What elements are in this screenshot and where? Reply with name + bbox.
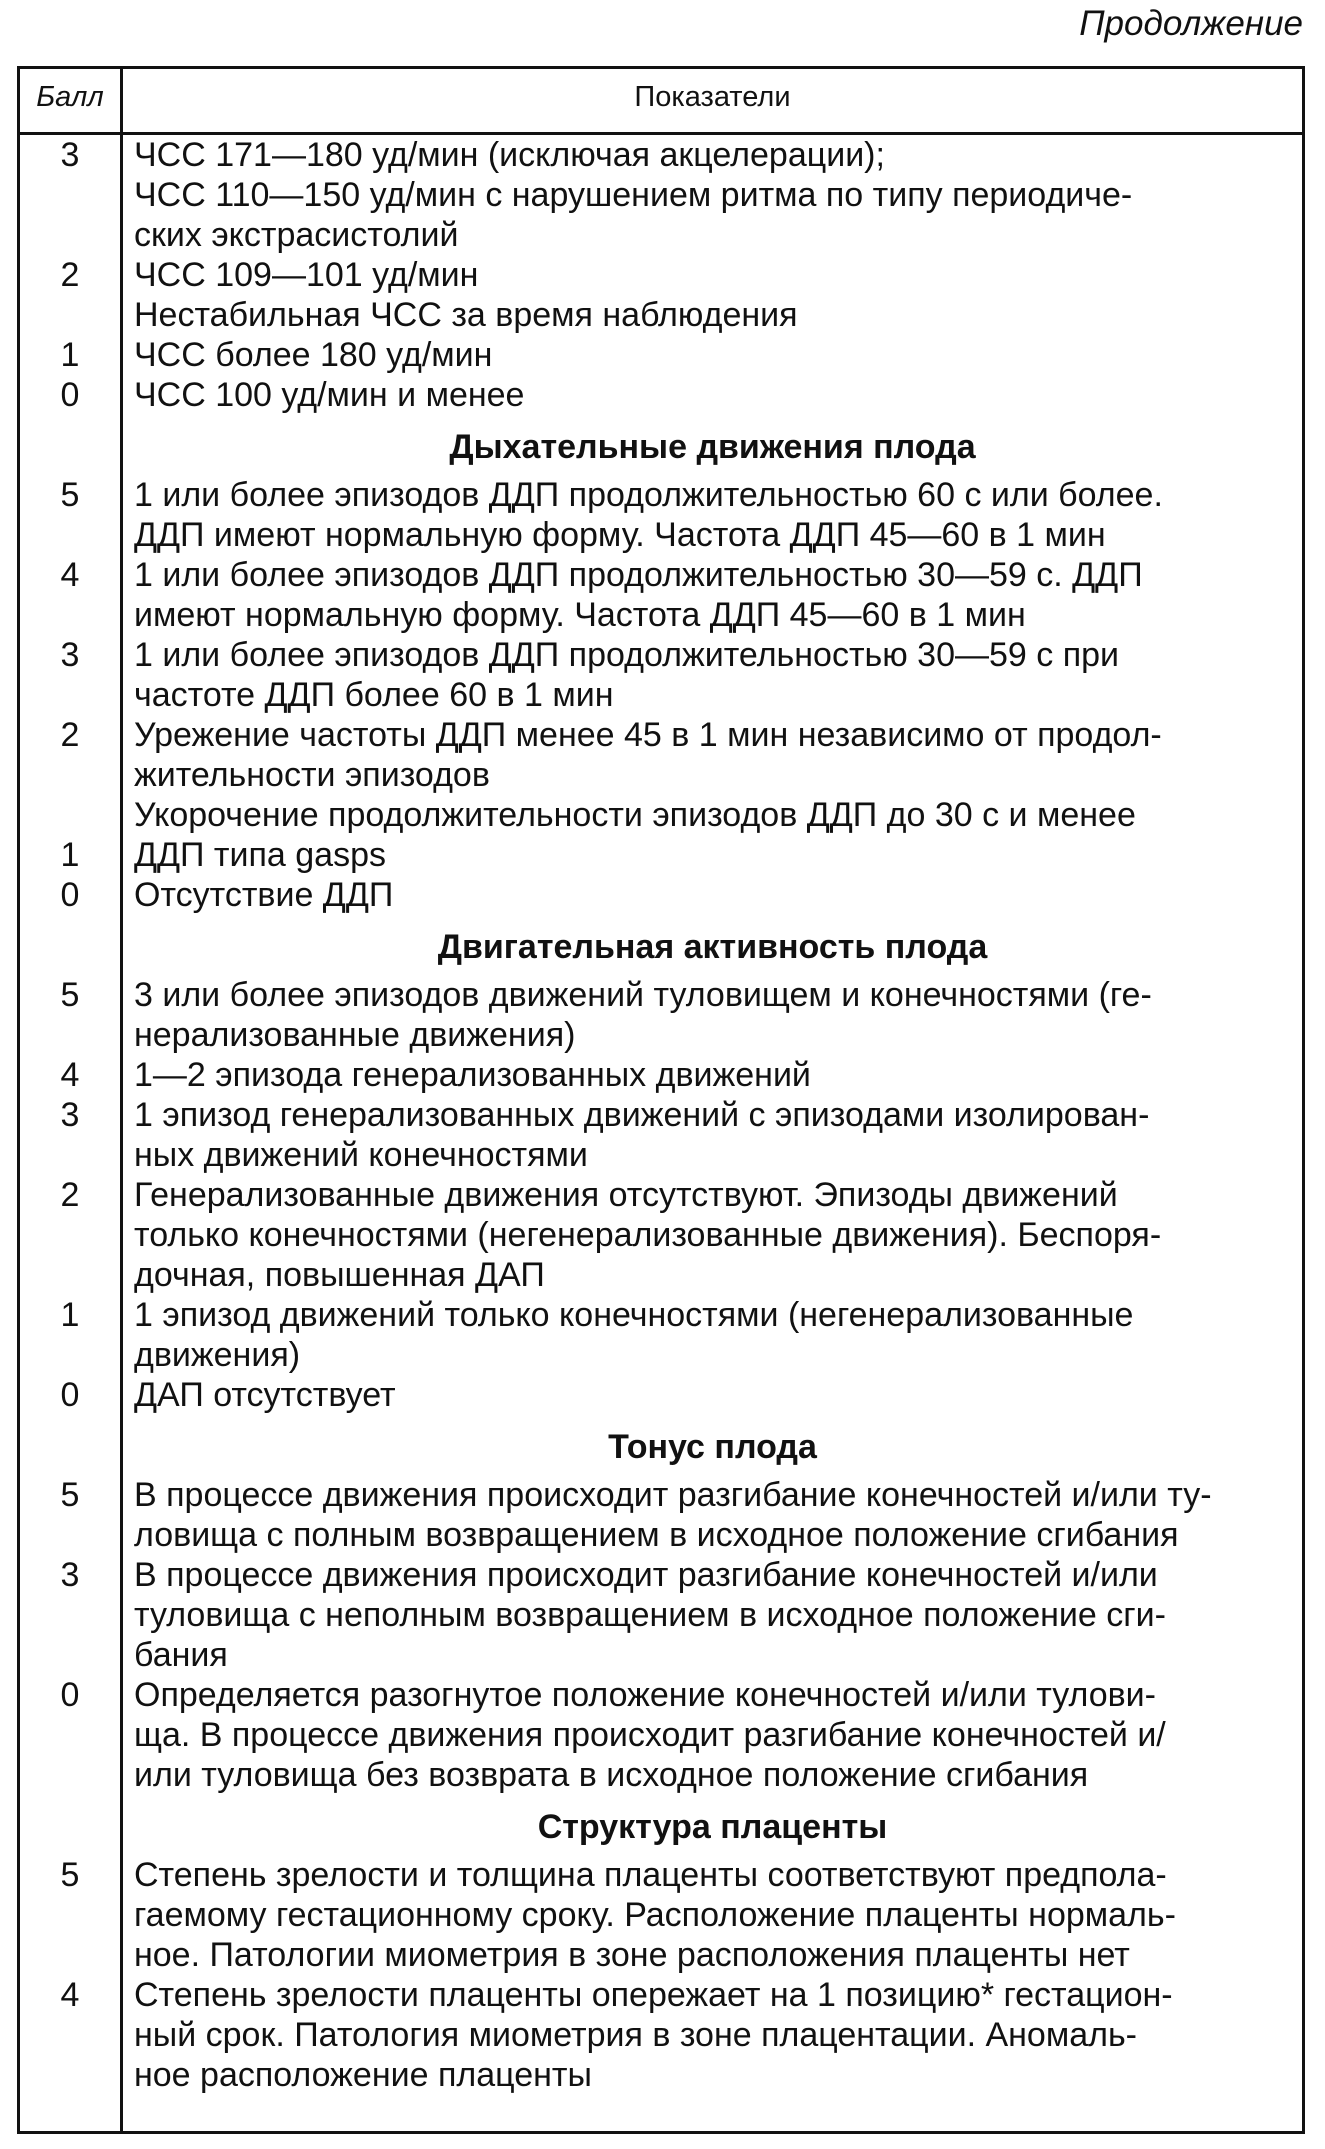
- indicator-cell: [120, 555, 1302, 635]
- score-cell: 3: [60, 1096, 80, 1134]
- indicator-line: Отсутствие ДДП: [134, 876, 394, 914]
- indicator-line: ЧСС 171—180 уд/мин (исключая акцелерации);: [134, 136, 885, 174]
- indicator-line: Степень зрелости и толщина плаценты соответствуют предпола-: [134, 1856, 1167, 1894]
- indicator-cell: [120, 1095, 1302, 1175]
- header-score: Балл: [36, 81, 104, 113]
- indicator-cell: [120, 135, 1302, 255]
- table-row: [20, 875, 1302, 915]
- table-body: [20, 135, 1302, 2095]
- indicator-line: ный срок. Патология миометрия в зоне плацентации. Аномаль-: [134, 2016, 1137, 2054]
- score-cell: 2: [60, 256, 80, 294]
- indicator-line: ЧСС 100 уд/мин и менее: [134, 376, 525, 414]
- score-cell: 3: [60, 1556, 80, 1594]
- score-cell: 1: [60, 1296, 80, 1334]
- score-cell: 1: [60, 336, 80, 374]
- indicator-line: ДДП типа gasps: [134, 836, 386, 874]
- table-row: [20, 1175, 1302, 1295]
- indicator-line: ЧСС 110—150 уд/мин с нарушением ритма по типу периодиче-: [134, 176, 1133, 214]
- score-cell: 4: [60, 1056, 80, 1094]
- indicator-cell: [120, 635, 1302, 715]
- score-cell: 0: [60, 876, 80, 914]
- table-row: [20, 335, 1302, 375]
- scoring-table: [17, 66, 1305, 2134]
- indicator-line: 1 эпизод генерализованных движений с эпизодами изолирован-: [134, 1096, 1150, 1134]
- indicator-line: 3 или более эпизодов движений туловищем и конечностями (ге-: [134, 976, 1152, 1014]
- header-indicators: Показатели: [634, 81, 791, 113]
- indicator-line: частоте ДДП более 60 в 1 мин: [134, 676, 614, 714]
- indicator-cell: [120, 475, 1302, 555]
- score-cell: 4: [60, 556, 80, 594]
- table-row: [20, 975, 1302, 1055]
- indicator-line: 1 эпизод движений только конечностями (негенерализованные: [134, 1296, 1134, 1334]
- continuation-label: Продолжение: [1079, 4, 1303, 43]
- score-cell: 5: [60, 976, 80, 1014]
- section-heading: Дыхательные движения плода: [449, 428, 976, 466]
- indicator-line: В процессе движения происходит разгибание конечностей и/или: [134, 1556, 1158, 1594]
- indicator-line: гаемому гестационному сроку. Расположение плаценты нормаль-: [134, 1896, 1176, 1934]
- score-cell: 2: [60, 716, 80, 754]
- indicator-cell: [120, 975, 1302, 1055]
- indicator-line: Урежение частоты ДДП менее 45 в 1 мин независимо от продол-: [134, 716, 1162, 754]
- indicator-line: 1 или более эпизодов ДДП продолжительностью 30—59 с при: [134, 636, 1120, 674]
- indicator-line: нерализованные движения): [134, 1016, 576, 1054]
- indicator-cell: [120, 1975, 1302, 2095]
- indicator-line: ЧСС более 180 уд/мин: [134, 336, 493, 374]
- indicator-line: жительности эпизодов: [134, 756, 490, 794]
- indicator-line: В процессе движения происходит разгибание конечностей и/или ту-: [134, 1476, 1212, 1514]
- indicator-line: 1 или более эпизодов ДДП продолжительностью 30—59 с. ДДП: [134, 556, 1143, 594]
- score-cell: 3: [60, 136, 80, 174]
- table-row: [20, 255, 1302, 335]
- table-row: [20, 1555, 1302, 1675]
- score-cell: 3: [60, 636, 80, 674]
- indicator-line: ЧСС 109—101 уд/мин: [134, 256, 479, 294]
- indicator-line: Нестабильная ЧСС за время наблюдения: [134, 296, 798, 334]
- indicator-line: ных движений конечностями: [134, 1136, 588, 1174]
- indicator-line: Укорочение продолжительности эпизодов ДДП до 30 с и менее: [134, 796, 1136, 834]
- indicator-line: или туловища без возврата в исходное положение сгибания: [134, 1756, 1089, 1794]
- score-cell: 5: [60, 1856, 80, 1894]
- table-row: [20, 1975, 1302, 2095]
- indicator-line: движения): [134, 1336, 301, 1374]
- indicator-line: ДДП имеют нормальную форму. Частота ДДП 45—60 в 1 мин: [134, 516, 1106, 554]
- indicator-cell: [120, 255, 1302, 335]
- table-row: [20, 1675, 1302, 1795]
- indicator-cell: [120, 1475, 1302, 1555]
- score-cell: 0: [60, 1376, 80, 1414]
- indicator-line: туловища с неполным возвращением в исходное положение сги-: [134, 1596, 1166, 1634]
- indicator-cell: [120, 335, 1302, 375]
- indicator-cell: [120, 1855, 1302, 1975]
- score-cell: 0: [60, 376, 80, 414]
- table-row: [20, 1375, 1302, 1415]
- score-cell: 1: [60, 836, 80, 874]
- table-row: [20, 635, 1302, 715]
- indicator-line: Генерализованные движения отсутствуют. Эпизоды движений: [134, 1176, 1118, 1214]
- indicator-cell: [120, 875, 1302, 915]
- table-row: [20, 835, 1302, 875]
- indicator-line: 1 или более эпизодов ДДП продолжительностью 60 с или более.: [134, 476, 1163, 514]
- table-row: [20, 135, 1302, 255]
- indicator-line: ное расположение плаценты: [134, 2056, 592, 2094]
- indicator-cell: [120, 1675, 1302, 1795]
- indicator-line: Определяется разогнутое положение конечностей и/или тулови-: [134, 1676, 1156, 1714]
- indicator-line: имеют нормальную форму. Частота ДДП 45—60 в 1 мин: [134, 596, 1026, 634]
- score-cell: 5: [60, 476, 80, 514]
- score-cell: 0: [60, 1676, 80, 1714]
- score-cell: 2: [60, 1176, 80, 1214]
- table-row: [20, 1295, 1302, 1375]
- indicator-cell: [120, 715, 1302, 835]
- indicator-line: Степень зрелости плаценты опережает на 1 позицию* гестацион-: [134, 1976, 1173, 2014]
- indicator-line: ских экстрасистолий: [134, 216, 459, 254]
- indicator-cell: [120, 1175, 1302, 1295]
- indicator-line: 1—2 эпизода генерализованных движений: [134, 1056, 811, 1094]
- table-row: [20, 375, 1302, 415]
- section-heading: Структура плаценты: [537, 1808, 888, 1846]
- indicator-cell: [120, 1055, 1302, 1095]
- table-row: [20, 1475, 1302, 1555]
- indicator-line: дочная, повышенная ДАП: [134, 1256, 545, 1294]
- indicator-cell: [120, 375, 1302, 415]
- score-cell: 5: [60, 1476, 80, 1514]
- table-row: [20, 1055, 1302, 1095]
- indicator-cell: [120, 835, 1302, 875]
- indicator-cell: [120, 1295, 1302, 1375]
- indicator-line: только конечностями (негенерализованные движения). Беспоря-: [134, 1216, 1162, 1254]
- indicator-line: ловища с полным возвращением в исходное положение сгибания: [134, 1516, 1179, 1554]
- indicator-line: ДАП отсутствует: [134, 1376, 396, 1414]
- indicator-line: бания: [134, 1636, 228, 1674]
- score-cell: 4: [60, 1976, 80, 2014]
- table-row: [20, 1855, 1302, 1975]
- indicator-cell: [120, 1555, 1302, 1675]
- indicator-line: ное. Патологии миометрия в зоне расположения плаценты нет: [134, 1936, 1130, 1974]
- table-header: [20, 69, 1302, 135]
- table-row: [20, 475, 1302, 555]
- section-heading: Тонус плода: [608, 1428, 817, 1466]
- table-row: [20, 1095, 1302, 1175]
- table-row: [20, 715, 1302, 835]
- indicator-line: ща. В процессе движения происходит разгибание конечностей и/: [134, 1716, 1166, 1754]
- section-heading: Двигательная активность плода: [437, 928, 988, 966]
- indicator-cell: [120, 1375, 1302, 1415]
- table-row: [20, 555, 1302, 635]
